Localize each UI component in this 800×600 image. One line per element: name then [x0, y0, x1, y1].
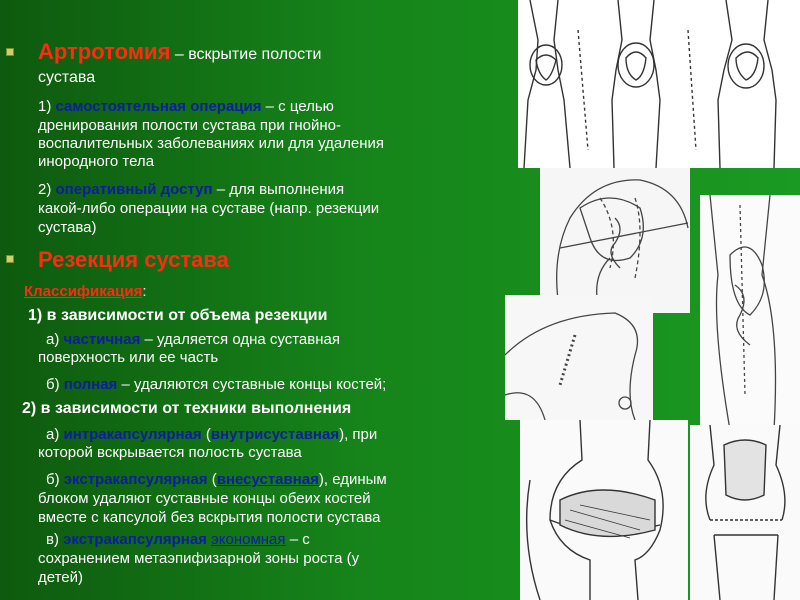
group1-item-a: а) частичная – удаляется одна суставная	[46, 331, 340, 348]
illustration-extracapsular-resection	[690, 425, 800, 600]
bullet-icon	[6, 255, 14, 263]
group2-item-b-line2: блоком удаляют суставные концы обеих костей	[38, 490, 371, 507]
section1-item1: 1) самостоятельная операция – с целью	[38, 98, 334, 115]
group1-item-a-line2: поверхность или ее часть	[38, 349, 219, 366]
group2-item-c-line3: детей)	[38, 569, 84, 586]
section1-heading	[38, 40, 321, 64]
section1-item2-line3: сустава)	[38, 219, 97, 236]
group2-title: 2) в зависимости от техники выполнения	[22, 400, 352, 417]
group2-item-a-line2: которой вскрывается полость сустава	[38, 444, 302, 461]
section1-item1-line4: инородного тела	[38, 153, 155, 170]
item1-term: самостоятельная операция	[55, 98, 262, 115]
section1-title: Артротомия	[38, 39, 171, 64]
illustration-intracapsular-resection	[520, 420, 688, 600]
illustration-leg-incision	[700, 195, 800, 430]
section1-title-rest: – вскрытие полости	[170, 46, 322, 63]
section2-title: Резекция сустава	[38, 247, 229, 272]
group2-item-a: а) интракапсулярная (внутрисуставная), при	[46, 426, 378, 443]
group2-item-b-line3: вместе с капсулой без вскрытия полости сустава	[38, 509, 381, 526]
bullet-icon	[6, 48, 14, 56]
classification-label: Классификация:	[24, 283, 147, 300]
section1-title-line2: сустава	[38, 69, 96, 86]
group2-item-b: б) экстракапсулярная (внесуставная), единым	[46, 471, 387, 488]
group2-item-c-line2: сохранением метаэпифизарной зоны роста (у	[38, 550, 360, 567]
section1-item1-line2: дренирования полости сустава при гнойно-	[38, 117, 341, 134]
illustration-knee-incision	[540, 168, 690, 313]
section1-item2: 2) оперативный доступ – для выполнения	[38, 181, 345, 198]
item2-term: оперативный доступ	[55, 181, 213, 198]
illustration-partial-resection	[505, 295, 653, 420]
section1-item1-line3: воспалительных заболеваниях или для удаления	[38, 135, 385, 152]
illustration-knee-sketches-top	[518, 0, 800, 168]
group2-item-c: в) экстракапсулярная экономная – с	[46, 531, 310, 548]
group1-title: 1) в зависимости от объема резекции	[28, 307, 328, 324]
section1-item2-line2: какой-либо операции на суставе (напр. резекции	[38, 200, 380, 217]
group1-item-b: б) полная – удаляются суставные концы костей;	[46, 376, 387, 393]
